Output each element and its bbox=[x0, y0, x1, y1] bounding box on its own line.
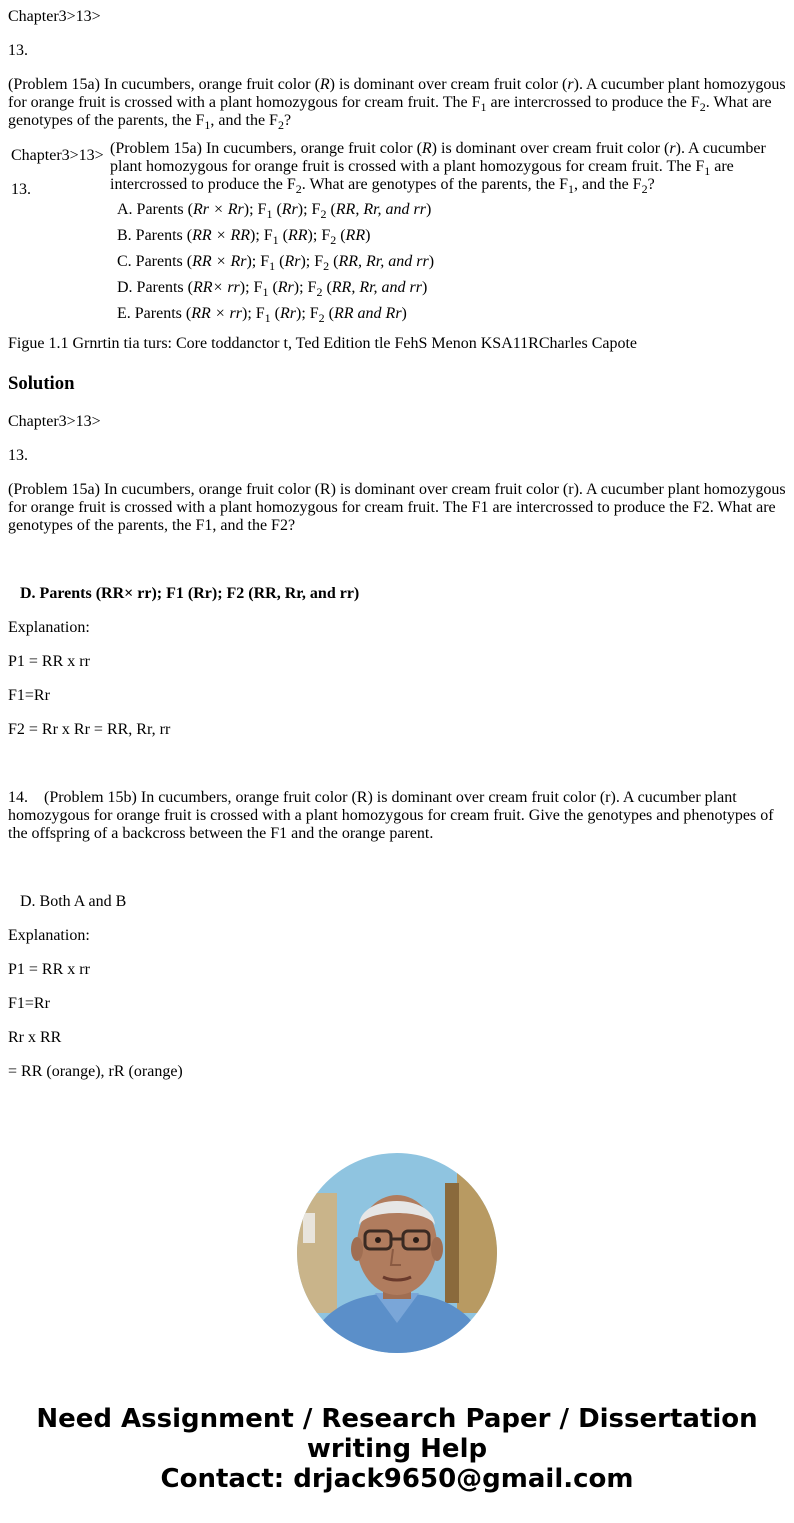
option-b: B. Parents (RR × RR); $F_1$ (RR); $F_2$ (RR) bbox=[117, 227, 371, 247]
q14-line: Rr x RR bbox=[8, 1029, 62, 1046]
solution-question: (Problem 15a) In cucumbers, orange fruit color (R) is dominant over cream fruit color (r). A cucumber plant homozygous for orange fruit is crossed with a plant homozygous for cream fruit. The F1 are intercrossed to produce the F2. What are genotypes of the parents, the F1, and the F2? bbox=[8, 481, 786, 534]
solution-number: 13. bbox=[8, 447, 28, 464]
solution-line: F1=Rr bbox=[8, 687, 50, 704]
figure-question-text: (Problem 15a) In cucumbers, orange fruit color (R) is dominant over cream fruit color (r). A cucumber plant homozygous for orange fruit is crossed with a plant homozygous for cream fruit. The $F_1$ are intercrossed to produce the $F_2$. What are genotypes of the parents, the $F_1$, and the $F_2$? bbox=[110, 140, 766, 196]
solution-breadcrumb: Chapter3>13> bbox=[8, 413, 101, 430]
option-d: D. Parents (RR× rr); $F_1$ (Rr); $F_2$ (RR, Rr, and rr) bbox=[117, 279, 428, 299]
question-text: (Problem 15a) In cucumbers, orange fruit color (R) is dominant over cream fruit color (r). A cucumber plant homozygous for orange fruit is crossed with a plant homozygous for cream fruit. The $F_1$ are intercrossed to produce the $F_2$. What are genotypes of the parents, the $F_1$, and the $F_2$? bbox=[8, 76, 786, 132]
figure-caption: Figue 1.1 Grnrtin tia turs: Core toddanctor t, Ted Edition tle FehS Menon KSA11RCharles Capote bbox=[8, 335, 638, 352]
question-number: 13. bbox=[8, 42, 28, 59]
figure-breadcrumb: Chapter3>13> bbox=[11, 147, 104, 164]
answer-options bbox=[110, 197, 783, 327]
q14-line: P1 = RR x rr bbox=[8, 961, 90, 978]
solution-answer: D. Parents (RR× rr); F1 (Rr); F2 (RR, Rr, and rr) bbox=[20, 585, 360, 602]
q14-question: 14. (Problem 15b) In cucumbers, orange fruit color (R) is dominant over cream fruit color (r). A cucumber plant homozygous for orange fruit is crossed with a plant homozygous for cream fruit. Give the genotypes and phenotypes of the offspring of a backcross between the F1 and the orange parent. bbox=[8, 789, 778, 842]
solution-line: P1 = RR x rr bbox=[8, 653, 90, 670]
q14-line: F1=Rr bbox=[8, 995, 50, 1012]
author-avatar bbox=[297, 1153, 497, 1353]
figure-number: 13. bbox=[11, 181, 31, 198]
footer-contact-email: Contact: drjack9650@gmail.com bbox=[160, 1464, 634, 1494]
q14-line: = RR (orange), rR (orange) bbox=[8, 1063, 183, 1080]
footer-line: Need Assignment / Research Paper / Dissertation bbox=[36, 1404, 758, 1434]
question-figure bbox=[8, 138, 786, 329]
option-a: A. Parents (Rr × Rr); $F_1$ (Rr); $F_2$ (RR, Rr, and rr) bbox=[117, 201, 432, 221]
solution-heading: Solution bbox=[8, 373, 75, 394]
solution-explanation-label: Explanation: bbox=[8, 619, 90, 636]
footer-contact bbox=[0, 1404, 794, 1494]
q14-explanation-label: Explanation: bbox=[8, 927, 90, 944]
figure-right-column bbox=[110, 140, 783, 327]
solution-line: F2 = Rr x Rr = RR, Rr, rr bbox=[8, 721, 171, 738]
breadcrumb: Chapter3>13> bbox=[8, 8, 101, 25]
figure-left-column bbox=[11, 140, 107, 327]
footer-line: writing Help bbox=[306, 1434, 488, 1464]
q14-answer: D. Both A and B bbox=[20, 893, 127, 910]
option-e: E. Parents (RR × rr); $F_1$ (Rr); $F_2$ (RR and Rr) bbox=[117, 305, 407, 325]
option-c: C. Parents (RR × Rr); $F_1$ (Rr); $F_2$ (RR, Rr, and rr) bbox=[117, 253, 435, 273]
avatar-photo bbox=[297, 1153, 497, 1353]
